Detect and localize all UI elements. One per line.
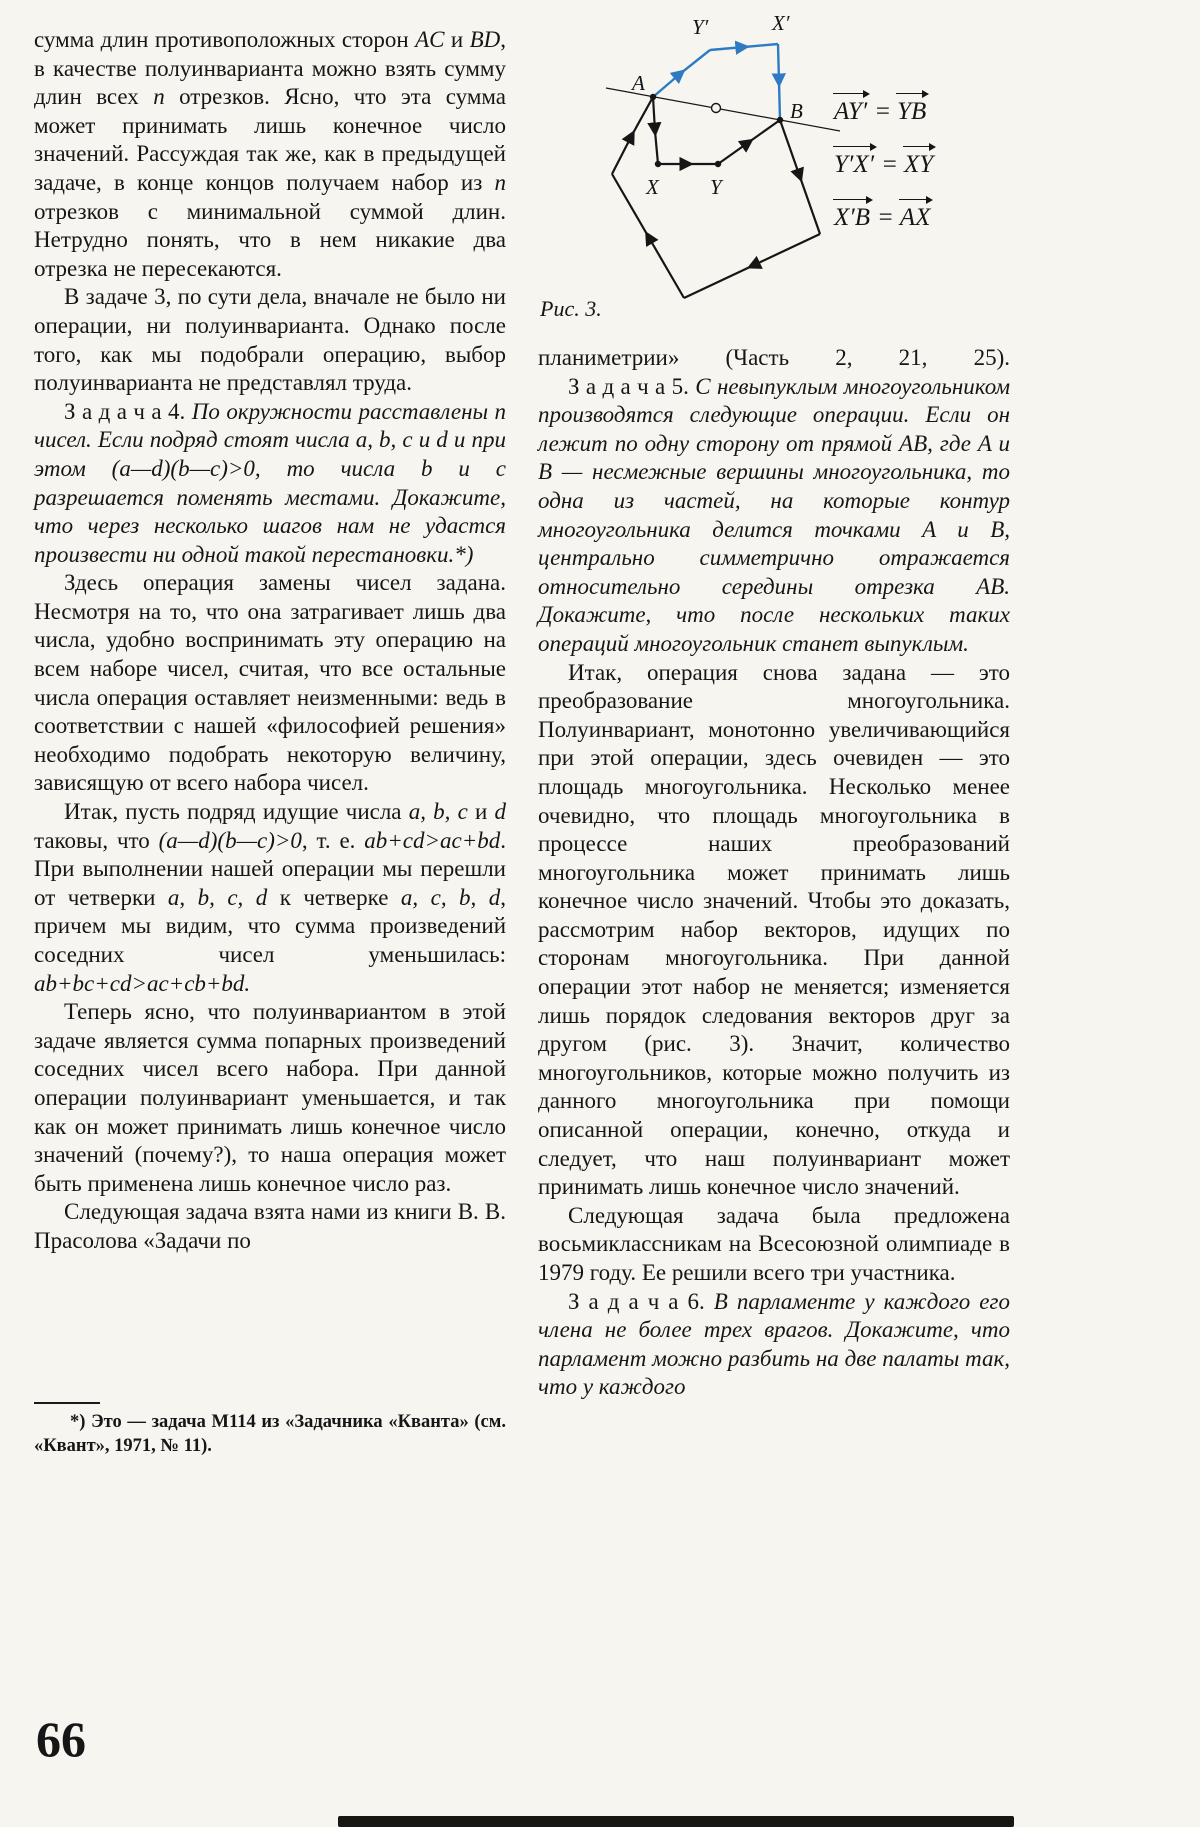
text-run: Следующая задача была предложена восьмиклассникам на Всесоюзной олимпиаде в 1979 году. Ее решили всего три участника. bbox=[538, 1202, 1010, 1285]
italic-text-run: a, b, c, d bbox=[167, 884, 268, 910]
text-run: отрезков с минимальной суммой длин. Нетрудно понять, что в нем никакие два отрезка не пересекаются. bbox=[34, 198, 506, 281]
text-run: и bbox=[444, 27, 470, 52]
left-column-text bbox=[34, 26, 506, 1256]
vector-lhs: Y′X′ bbox=[832, 141, 877, 179]
vector-equation bbox=[832, 141, 1010, 179]
text-run: таковы, что bbox=[34, 827, 159, 853]
text-run: , в качестве полуинварианта можно взять сумму длин всех bbox=[34, 27, 506, 110]
text-run: З а д а ч а 4. bbox=[64, 398, 192, 424]
right-column-text bbox=[538, 344, 1010, 1402]
paragraph bbox=[34, 569, 506, 798]
italic-text-run: a, c, b, d bbox=[400, 884, 501, 910]
left-column bbox=[34, 26, 506, 1256]
paragraph bbox=[538, 344, 1010, 373]
text-run: планиметрии» (Часть 2, 21, 25). bbox=[538, 345, 1010, 370]
label-X-prime: X′ bbox=[772, 12, 790, 35]
italic-text-run: С невыпуклым многоугольником производятся следующие операции. Если он лежит по одну сторону от прямой AB, где A и B — несмежные вершины многоугольника, то одна из частей, на которые контур многоугольника делится точками A и B, центрально симметрично отражается относительно середины отрезка AB. Докажите, что после нескольких таких операций многоугольник станет выпуклым. bbox=[538, 373, 1010, 656]
text-run: к четверке bbox=[267, 884, 401, 910]
text-run: и bbox=[467, 799, 495, 825]
text-run: . При выполнении нашей операции мы перешли от четверки bbox=[34, 827, 506, 910]
italic-text-run: a, b, c bbox=[408, 799, 468, 825]
italic-text-run: В парламенте у каждого его члена не более трех врагов. Докажите, что парламент можно разбить на две палаты так, что у каждого bbox=[538, 1288, 1010, 1400]
paragraph bbox=[34, 26, 506, 283]
italic-text-run: AC bbox=[415, 27, 445, 52]
italic-text-run: BD bbox=[469, 27, 501, 52]
equals-sign: = bbox=[874, 98, 892, 125]
vector-equation bbox=[832, 194, 1010, 232]
italic-text-run: d bbox=[494, 799, 506, 825]
paragraph bbox=[34, 283, 506, 397]
italic-text-run: По окружности расставлены n чисел. Если подряд стоят числа a, b, c и d и при этом (a—d)(b—c)>0, то числа b и c разрешается поменять местами. Докажите, что через несколько шагов нам не удастся произвести ни одной такой перестановки.*) bbox=[34, 398, 506, 567]
italic-text-run: n bbox=[153, 84, 165, 110]
figure bbox=[538, 12, 1010, 344]
scan-edge-artifact bbox=[338, 1816, 1014, 1827]
italic-text-run: ab+cd>ac+bd bbox=[364, 827, 501, 853]
text-run: , т. е. bbox=[301, 827, 365, 853]
text-run: , причем мы видим, что сумма произведений соседних чисел уменьшилась: bbox=[34, 884, 506, 967]
text-run: Теперь ясно, что полуинвариантом в этой задаче является сумма попарных произведений соседних чисел всего набора. При данной операции полуинвариант уменьшается, и так как он может принимать лишь конечное число значений (почему?), то наша операция может быть применена лишь конечное число раз. bbox=[34, 999, 506, 1196]
italic-text-run: ab+bc+cd>ac+cb+bd. bbox=[34, 970, 251, 996]
text-run: В задаче 3, по сути дела, вначале не было ни операции, ни полуинварианта. Однако после того, как мы подобрали операцию, выбор полуинварианта не представлял труда. bbox=[34, 284, 506, 396]
label-B: B bbox=[790, 99, 803, 123]
footnote-rule bbox=[34, 1402, 100, 1404]
right-column bbox=[538, 12, 1010, 1402]
figure-caption: Рис. 3. bbox=[540, 296, 602, 321]
paragraph bbox=[538, 1202, 1010, 1288]
label-Y: Y bbox=[710, 175, 722, 199]
vector-lhs: X′B bbox=[832, 194, 873, 232]
text-run: Здесь операция замены чисел задана. Несмотря на то, что она затрагивает лишь два числа, удобно воспринимать эту операцию на всем наборе чисел, считая, что все остальные числа операция оставляет неизменными: ведь в соответствии с нашей «философией решения» необходимо подобрать некоторую величину, зависящую от всего набора чисел. bbox=[34, 570, 506, 796]
polygon-diagram bbox=[538, 12, 848, 312]
paragraph bbox=[538, 659, 1010, 1202]
label-A: A bbox=[632, 71, 645, 95]
vector-equations bbox=[832, 88, 1010, 247]
text-run: сумма длин противоположных сторон bbox=[34, 27, 416, 52]
paragraph bbox=[538, 373, 1010, 659]
text-run: отрезков. Ясно, что эта сумма может принимать лишь конечное число значений. Рассуждая так же, как в предыдущей задаче, в конце концов получаем набор из bbox=[34, 84, 506, 195]
italic-text-run: n bbox=[494, 169, 506, 195]
paragraph bbox=[34, 998, 506, 1198]
paragraph bbox=[34, 1198, 506, 1255]
text-run: З а д а ч а 5. bbox=[568, 373, 696, 399]
paragraph bbox=[538, 1288, 1010, 1402]
vector-rhs: YB bbox=[895, 88, 929, 126]
paragraph bbox=[34, 798, 506, 998]
vector-lhs: AY′ bbox=[832, 88, 870, 126]
label-Y-prime: Y′ bbox=[692, 15, 709, 39]
label-X: X bbox=[646, 175, 659, 199]
equals-sign: = bbox=[877, 204, 894, 231]
footnote-text: *) Это — задача М114 из «Задачника «Кванта» (см. «Квант», 1971, № 11). bbox=[34, 1412, 506, 1456]
vector-equation bbox=[832, 88, 1010, 126]
vector-rhs: AX bbox=[898, 194, 934, 232]
paragraph bbox=[34, 398, 506, 570]
text-run: З а д а ч а 6. bbox=[568, 1288, 714, 1314]
text-run: Итак, пусть подряд идущие числа bbox=[64, 799, 409, 825]
text-run: Следующая задача взята нами из книги В. В. Прасолова «Задачи по bbox=[34, 1199, 506, 1253]
page-number: 66 bbox=[36, 1711, 86, 1767]
italic-text-run: (a—d)(b—c)>0 bbox=[158, 827, 302, 853]
text-run: Итак, операция снова задана — это преобразование многоугольника. Полуинвариант, монотонно увеличивающийся при этой операции, здесь очевиден — это площадь многоугольника. Несколько менее очевидно, что площадь многоугольника в процессе наших преобразований многоугольника может принимать лишь конечное число значений. Чтобы это доказать, рассмотрим набор векторов, идущих по сторонам многоугольника. При данной операции этот набор не меняется; изменяется лишь порядок следования векторов друг за другом (рис. 3). Значит, количество многоугольников, которые можно получить из данного многоугольника при помощи описанной операции, конечно, откуда и следует, что наш полуинвариант может принимать лишь конечное число значений. bbox=[538, 659, 1010, 1200]
equals-sign: = bbox=[881, 151, 898, 178]
vector-rhs: XY bbox=[902, 141, 936, 179]
footnote bbox=[34, 1402, 506, 1458]
midpoint-circle bbox=[712, 104, 721, 113]
